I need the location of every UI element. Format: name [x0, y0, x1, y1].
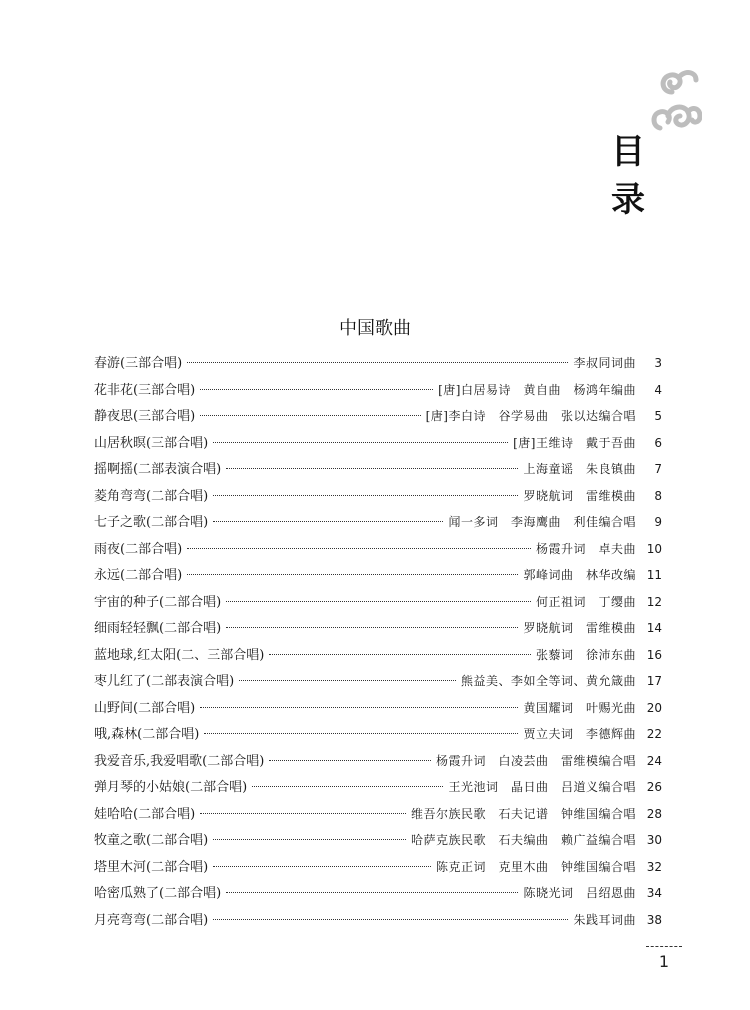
toc-entry-page: 16 — [646, 647, 662, 662]
dot-leader — [213, 442, 508, 443]
toc-entry[interactable] — [94, 536, 662, 563]
toc-entry-page: 9 — [654, 515, 662, 529]
dot-leader — [200, 813, 406, 814]
dot-leader — [200, 707, 518, 708]
toc-entry-credits: 郭峰词曲 林华改编 — [523, 568, 636, 582]
toc-entry-credits: 李叔同词曲 — [573, 356, 636, 370]
toc-entry[interactable] — [94, 907, 662, 934]
toc-entry-credits: 王光池词 晶日曲 吕道义编合唱 — [448, 780, 636, 794]
dot-leader — [200, 389, 433, 390]
toc-entry-page: 26 — [646, 780, 662, 794]
dot-leader — [187, 548, 531, 549]
toc-entry-credits: 维吾尔族民歌 石夫记谱 钟维国编合唱 — [410, 806, 636, 821]
toc-entry[interactable] — [94, 801, 662, 828]
toc-entry-page: 32 — [646, 859, 662, 874]
toc-entry[interactable] — [94, 377, 662, 404]
toc-entry[interactable] — [94, 695, 662, 722]
toc-entry-title: 七子之歌(二部合唱) — [94, 515, 209, 530]
toc-title-char: 录 — [611, 180, 645, 220]
toc-entry-page: 22 — [646, 727, 662, 741]
toc-entry-credits: 杨霞升词 卓夫曲 — [535, 541, 636, 556]
toc-entry-title: 弹月琴的小姑娘(二部合唱) — [94, 780, 248, 795]
toc-entry-credits: 何正祖词 丁缨曲 — [535, 594, 636, 609]
toc-entry-credits: 陈晓光词 吕绍恩曲 — [523, 886, 636, 900]
toc-entry-title: 菱角弯弯(二部合唱) — [94, 488, 209, 504]
dot-leader — [226, 601, 531, 602]
toc-entry-title: 山野间(二部合唱) — [94, 700, 196, 716]
dot-leader — [213, 839, 406, 840]
toc-entry-page: 10 — [646, 541, 662, 556]
toc-entry[interactable] — [94, 589, 662, 616]
toc-entry-page: 7 — [654, 462, 662, 476]
toc-entry-title: 静夜思(三部合唱) — [94, 409, 196, 424]
toc-entry[interactable] — [94, 668, 662, 695]
page-number-rule — [646, 946, 682, 947]
toc-entry[interactable] — [94, 430, 662, 457]
toc-entry-title: 山居秋暝(三部合唱) — [94, 435, 209, 451]
toc-entry-title: 哦,森林(二部合唱) — [94, 727, 200, 742]
dot-leader — [226, 892, 518, 893]
toc-entry-credits: 上海童谣 朱良镇曲 — [523, 462, 636, 476]
toc-entry-title: 我爱音乐,我爱唱歌(二部合唱) — [94, 753, 265, 769]
dot-leader — [204, 733, 518, 734]
toc-entry-title: 蓝地球,红太阳(二、三部合唱) — [94, 647, 265, 663]
toc-entry-page: 30 — [646, 833, 662, 847]
toc-entry-credits: 张藜词 徐沛东曲 — [535, 647, 636, 662]
toc-entry-page: 6 — [654, 435, 662, 450]
toc-entry-page: 34 — [646, 886, 662, 900]
dot-leader — [269, 760, 431, 761]
toc-entry[interactable] — [94, 827, 662, 854]
toc-entry[interactable] — [94, 483, 662, 510]
dot-leader — [187, 574, 518, 575]
dot-leader — [269, 654, 531, 655]
dot-leader — [213, 521, 443, 522]
toc-entry-credits: 罗晓航词 雷维模曲 — [523, 488, 636, 503]
toc-entry[interactable] — [94, 350, 662, 377]
toc-entry-credits: 贾立夫词 李德辉曲 — [523, 727, 636, 741]
toc-entry-page: 12 — [646, 594, 662, 609]
dot-leader — [226, 468, 518, 469]
toc-entry-title: 娃哈哈(二部合唱) — [94, 806, 196, 822]
toc-entry-title: 牧童之歌(二部合唱) — [94, 833, 209, 848]
toc-entry-title: 永远(二部合唱) — [94, 568, 183, 583]
toc-entry-page: 28 — [646, 806, 662, 821]
toc-entry-page: 17 — [646, 674, 662, 688]
dot-leader — [252, 786, 443, 787]
toc-entry[interactable] — [94, 615, 662, 642]
toc-entry[interactable] — [94, 403, 662, 430]
toc-entry-credits: [唐]白居易诗 黄自曲 杨鸿年编曲 — [438, 382, 636, 397]
toc-entry-title: 细雨轻轻飘(二部合唱) — [94, 621, 222, 636]
dot-leader — [187, 362, 568, 363]
toc-entry-title: 花非花(三部合唱) — [94, 382, 196, 398]
toc-entry-title: 月亮弯弯(二部合唱) — [94, 912, 209, 928]
toc-entry-page: 11 — [646, 568, 662, 582]
toc-entry[interactable] — [94, 509, 662, 536]
dot-leader — [213, 919, 568, 920]
toc-entry-title: 哈密瓜熟了(二部合唱) — [94, 886, 222, 901]
toc-entry[interactable] — [94, 880, 662, 907]
toc-entry-page: 4 — [654, 382, 662, 397]
toc-entry-credits: 朱践耳词曲 — [573, 912, 636, 927]
toc-entry[interactable] — [94, 774, 662, 801]
toc-entry-credits: 黄国耀词 叶赐光曲 — [523, 700, 636, 715]
toc-entry[interactable] — [94, 456, 662, 483]
cloud-swirl-ornament-icon — [650, 66, 702, 146]
toc-title-char: 目 — [611, 132, 645, 172]
toc-list — [94, 350, 662, 933]
toc-entry-credits: 闻一多词 李海鹰曲 利佳编合唱 — [448, 515, 636, 529]
dot-leader — [239, 680, 456, 681]
toc-entry-credits: [唐]王维诗 戴于吾曲 — [513, 435, 636, 450]
toc-entry[interactable] — [94, 721, 662, 748]
toc-title — [608, 128, 648, 224]
toc-entry-page: 38 — [646, 912, 662, 927]
toc-entry-page: 14 — [646, 621, 662, 635]
page-number: 1 — [658, 952, 670, 971]
dot-leader — [226, 627, 518, 628]
toc-entry-page: 24 — [646, 753, 662, 768]
toc-entry[interactable] — [94, 562, 662, 589]
toc-entry-page: 3 — [654, 356, 662, 370]
toc-entry-title: 宇宙的种子(二部合唱) — [94, 594, 222, 610]
toc-entry-title: 春游(三部合唱) — [94, 356, 183, 371]
toc-entry-credits: 罗晓航词 雷维模曲 — [523, 621, 636, 635]
toc-entry-credits: 陈克正词 克里木曲 钟维国编合唱 — [435, 859, 636, 874]
dot-leader — [213, 866, 431, 867]
dot-leader — [200, 415, 420, 416]
toc-entry-credits: [唐]李白诗 谷学易曲 张以达编合唱 — [425, 409, 636, 423]
toc-entry-page: 5 — [654, 409, 662, 423]
toc-entry-title: 摇啊摇(二部表演合唱) — [94, 462, 222, 477]
toc-entry-credits: 杨霞升词 白凌芸曲 雷维模编合唱 — [435, 753, 636, 768]
dot-leader — [213, 495, 518, 496]
toc-entry-title: 雨夜(二部合唱) — [94, 541, 183, 557]
toc-entry-credits: 哈萨克族民歌 石夫编曲 赖广益编合唱 — [410, 833, 636, 847]
toc-entry-title: 塔里木河(二部合唱) — [94, 859, 209, 875]
toc-entry-page: 20 — [646, 700, 662, 715]
toc-entry[interactable] — [94, 642, 662, 669]
toc-entry-credits: 熊益美、李如全等词、黄允箴曲 — [460, 674, 636, 688]
section-heading: 中国歌曲 — [339, 318, 411, 339]
toc-entry[interactable] — [94, 748, 662, 775]
toc-entry-page: 8 — [654, 488, 662, 503]
toc-entry[interactable] — [94, 854, 662, 881]
toc-entry-title: 枣儿红了(二部表演合唱) — [94, 674, 235, 689]
